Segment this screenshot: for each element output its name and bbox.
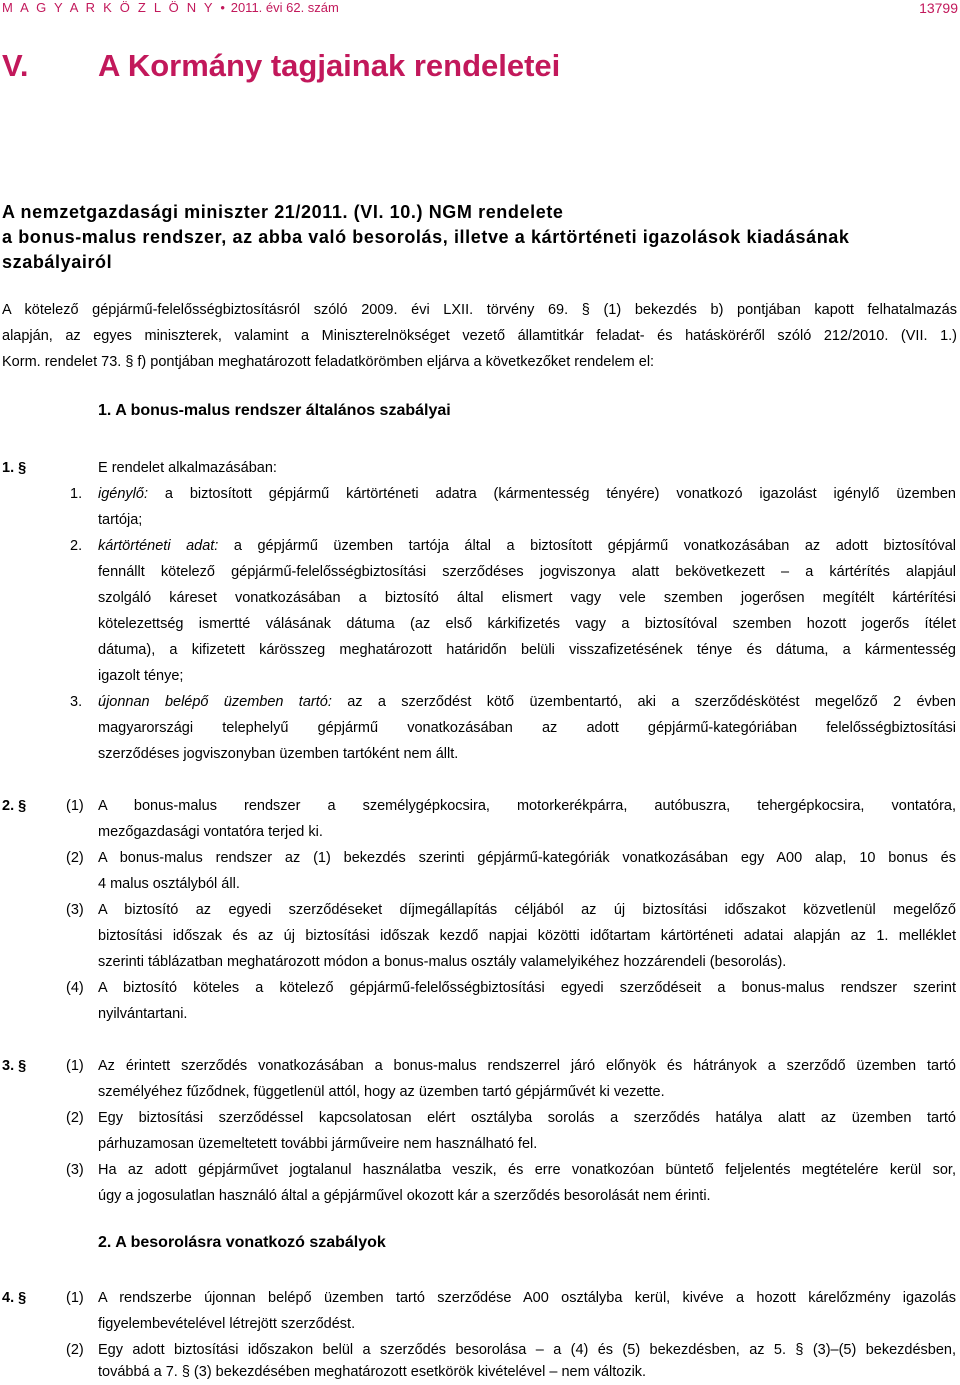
- section-label: 2. §: [2, 798, 27, 814]
- point-line: magyarországi telephelyű gépjármű vonatkozásában az adott gépjármű-kategóriában felelősségbiztosítási: [98, 720, 956, 736]
- point-line: tartója;: [98, 512, 143, 528]
- paragraph-number: (2): [66, 850, 84, 866]
- page-number: 13799: [919, 0, 958, 16]
- paragraph-line: A bonus-malus rendszer az (1) bekezdés szerinti gépjármű-kategóriák vonatkozásában egy A00 alap, 10 bonus és: [98, 850, 956, 866]
- preamble-line: alapján, az egyes miniszterek, valamint a Miniszterelnökséget vezető államtitkár feladat- és hatásköréről szóló 212/2010. (VII. 1.): [2, 328, 957, 344]
- paragraph-line: párhuzamosan üzemeltetett további járműveire nem használható fel.: [98, 1136, 538, 1152]
- paragraph-line: nyilvántartani.: [98, 1006, 188, 1022]
- journal-header: [2, 0, 339, 15]
- journal-name: M A G Y A R K Ö Z L Ö N Y: [2, 0, 215, 15]
- paragraph-line: figyelembevételével létrejött szerződést.: [98, 1316, 356, 1332]
- section-label: 4. §: [2, 1290, 27, 1306]
- paragraph-line: továbbá a 7. § (3) bekezdésében meghatározott esetkörök kivételével – nem változik.: [98, 1364, 647, 1380]
- point-line: [98, 533, 956, 559]
- paragraph-line: Egy adott biztosítási időszakon belül a szerződés besorolása – a (4) és (5) bekezdésben, az 5. § (3)–(5) bekezdésben,: [98, 1342, 956, 1358]
- paragraph-line: biztosítási időszak és az új biztosítási időszak kezdő napjai közötti időtartam kártörténeti adatai alapján az 1. melléklet: [98, 928, 956, 944]
- point-line: szerződéses jogviszonyban üzemben tartóként nem állt.: [98, 746, 459, 762]
- point-line: dátuma), a kifizetett kárösszeg meghatározott határidőn belüli visszafizetésének ténye és dátuma, a kármentesség: [98, 642, 956, 658]
- point-line: igazolt ténye;: [98, 668, 184, 684]
- preamble-line: A kötelező gépjármű-felelősségbiztosításról szóló 2009. évi LXII. törvény 69. § (1) bekezdés b) pontjában kapott felhatalmazás: [2, 302, 957, 318]
- point-line: fennállt kötelező gépjármű-felelősségbiztosítási szerződéses jogviszonya alatt bekövetkezett – a kártérítés alapjául: [98, 564, 956, 580]
- paragraph-line: Ha az adott gépjárművet jogtalanul használatba veszik, és erre vonatkozóan büntető feljelentés megtételére kerül sor,: [98, 1162, 956, 1178]
- paragraph-line: mezőgazdasági vontatóra terjed ki.: [98, 824, 323, 840]
- paragraph-line: A rendszerbe újonnan belépő üzemben tartó szerződése A00 osztályba kerül, kivéve a hozott kárelőzmény igazolás: [98, 1290, 956, 1306]
- defined-term: igénylő:: [98, 486, 148, 502]
- decree-title-line-2: a bonus-malus rendszer, az abba való besorolás, illetve a kártörténeti igazolások kiadásának: [2, 227, 850, 247]
- point-text: a biztosított gépjármű kártörténeti adatra (kármentesség tényére) vonatkozó igazolást igénylő üzemben: [164, 486, 956, 502]
- paragraph-number: (3): [66, 1162, 84, 1178]
- preamble-line: Korm. rendelet 73. § f) pontjában meghatározott feladatkörömben eljárva a következőket rendelem el:: [2, 354, 655, 370]
- point-text: az a szerződést kötő üzembentartó, aki a szerződéskötést megelőző 2 évben: [347, 694, 956, 710]
- defined-term: újonnan belépő üzemben tartó:: [98, 694, 332, 710]
- decree-title-line-1: A nemzetgazdasági miniszter 21/2011. (VI. 10.) NGM rendelete: [2, 202, 564, 222]
- paragraph-number: (1): [66, 798, 84, 814]
- paragraph-number: (2): [66, 1110, 84, 1126]
- header-bullet: •: [220, 0, 225, 15]
- paragraph-number: (1): [66, 1058, 84, 1074]
- section-intro: E rendelet alkalmazásában:: [98, 460, 277, 476]
- part-title: A Kormány tagjainak rendeletei: [98, 48, 561, 83]
- paragraph-number: (4): [66, 980, 84, 996]
- defined-term: kártörténeti adat:: [98, 538, 219, 554]
- paragraph-line: A biztosító az egyedi szerződéseket díjmegállapítás céljából az új biztosítási időszakot közvetlenül megelőző: [98, 902, 956, 918]
- point-line: szolgáló káreset vonatkozásában a biztosító által elismert vagy vele szemben jogerősen megítélt kártérítési: [98, 590, 956, 606]
- chapter-heading: 1. A bonus-malus rendszer általános szabályai: [98, 402, 451, 419]
- chapter-heading: 2. A besorolásra vonatkozó szabályok: [98, 1234, 386, 1251]
- point-number: 3.: [70, 694, 83, 710]
- part-number: V.: [2, 48, 29, 83]
- point-line: kötelezettség ismertté válásának dátuma (az első kárkifizetés vagy a biztosítóval szemben hozott jogerős ítélet: [98, 616, 956, 632]
- section-label: 3. §: [2, 1058, 27, 1074]
- paragraph-line: A biztosító köteles a kötelező gépjármű-felelősségbiztosítási egyedi szerződéseit a bonus-malus rendszer szerint: [98, 980, 956, 996]
- paragraph-line: Egy biztosítási szerződéssel kapcsolatosan elért osztályba sorolás a szerződés hatálya alatt az üzemben tartó: [98, 1110, 956, 1126]
- paragraph-line: úgy a jogosulatlan használó által a gépjárművel okozott kár a szerződés besorolását nem érinti.: [98, 1188, 711, 1204]
- paragraph-line: 4 malus osztályból áll.: [98, 876, 240, 892]
- paragraph-number: (2): [66, 1342, 84, 1358]
- section-label: 1. §: [2, 460, 27, 476]
- point-number: 1.: [70, 486, 83, 502]
- paragraph-line: A bonus-malus rendszer a személygépkocsira, motorkerékpárra, autóbuszra, tehergépkocsira, vontatóra,: [98, 798, 956, 814]
- point-line: [98, 481, 956, 507]
- point-text: a gépjármű üzemben tartója által a biztosított gépjármű vonatkozásában az adott biztosítóval: [233, 538, 957, 554]
- point-number: 2.: [70, 538, 83, 554]
- paragraph-line: szerinti táblázatban meghatározott módon a bonus-malus osztály valamelyikéhez hozzárendeli (besorolás).: [98, 954, 787, 970]
- paragraph-line: személyéhez fűződnek, függetlenül attól, hogy az üzemben tartó gépjárművét ki vezette.: [98, 1084, 665, 1100]
- decree-title-line-3: szabályairól: [2, 252, 113, 272]
- issue-number: 2011. évi 62. szám: [230, 0, 339, 15]
- paragraph-line: Az érintett szerződés vonatkozásában a bonus-malus rendszerrel járó előnyök és hátrányok a szerződő üzemben tartó: [98, 1058, 956, 1074]
- part-heading: [2, 48, 560, 84]
- paragraph-number: (3): [66, 902, 84, 918]
- paragraph-number: (1): [66, 1290, 84, 1306]
- point-line: [98, 689, 956, 715]
